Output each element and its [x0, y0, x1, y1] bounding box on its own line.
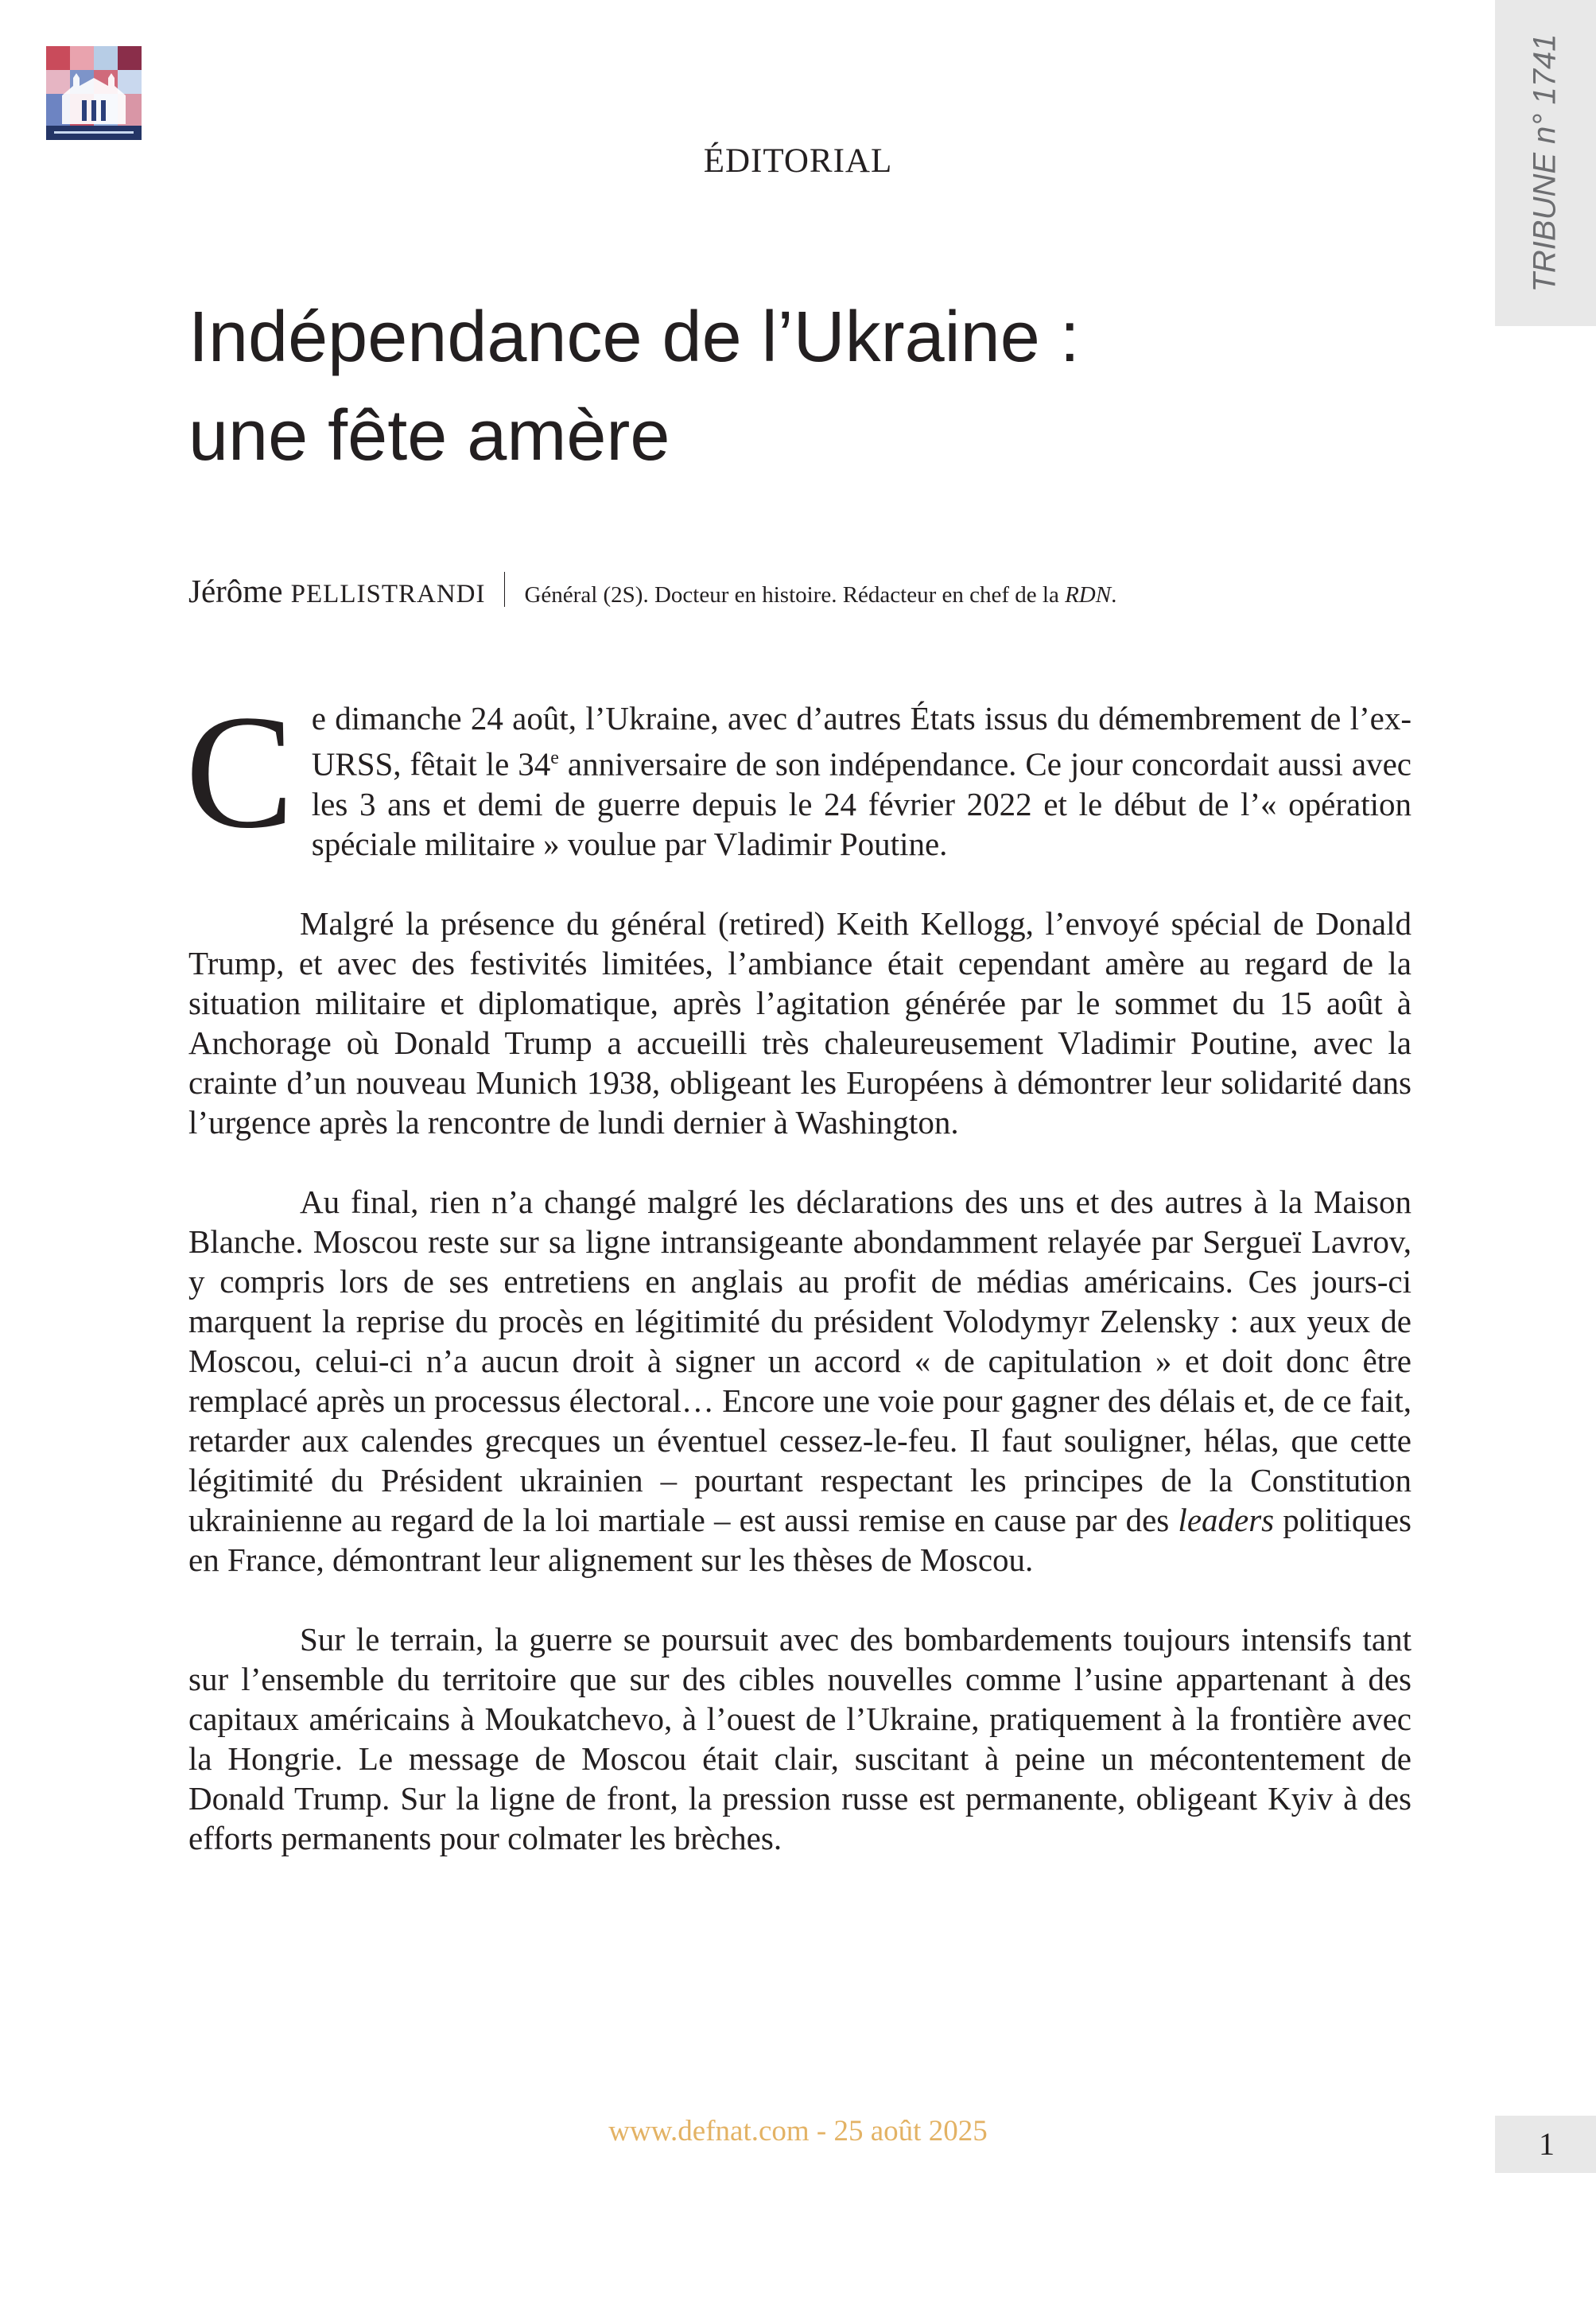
paragraph-4: Sur le terrain, la guerre se poursuit avec des bombardements toujours intensifs tant sur l’ensemble du territoire que sur des cibles nouvelles comme l’usine appartenant à des capitaux américains à Moukatchevo, à l’ouest de l’Ukraine, pratiquement à la frontière avec la Hongrie. Le message de Moscou était clair, suscitant à peine un mécontentement de Donald Trump. Sur la ligne de front, la pression russe est permanente, obligeant Kyiv à des efforts permanents pour colmater les brèches. — [188, 1620, 1412, 1856]
footer-url-date[interactable]: www.defnat.com - 25 août 2025 — [608, 2115, 988, 2147]
section-label: ÉDITORIAL — [703, 142, 893, 180]
paragraph-2: Malgré la présence du général (retired) Keith Kellogg, l’envoyé spécial de Donald Trump, et avec des festivités limitées, l’ambiance était cependant amère au regard de la situation militaire et diplomatique, après l’agitation générée par le sommet du 15 août à Anchorage où Donald Trump a accueilli très chaleureusement Vladimir Poutine, avec la crainte d’un nouveau Munich 1938, obligeant les Européens à démontrer leur solidarité dans l’urgence après la rencontre de lundi dernier à Washington. — [188, 904, 1412, 1141]
drop-cap: C — [185, 682, 294, 862]
page-number: 1 — [1539, 2126, 1555, 2162]
author-line — [188, 567, 1116, 610]
author-bio — [524, 582, 1116, 608]
author-name — [188, 572, 485, 610]
author-bio-emph: RDN — [1065, 582, 1112, 608]
tribune-number-label: TRIBUNE n° 1741 — [1527, 33, 1563, 293]
paragraph-3 — [188, 1182, 1412, 1580]
paragraph-1 — [185, 682, 1412, 864]
paragraph-3-emph: leaders — [1178, 1501, 1275, 1538]
author-first-name: Jérôme — [188, 573, 283, 609]
author-separator — [504, 572, 505, 607]
title-line-2: une fête amère — [188, 396, 670, 476]
ordinal-superscript: e — [550, 748, 559, 768]
paragraph-3-text-b: politiques en France, démontrant leur alignement sur les thèses de Moscou. — [188, 1501, 1412, 1578]
paragraph-3-text-a: Au final, rien n’a changé malgré les déclarations des uns et des autres à la Maison Blanche. Moscou reste sur sa ligne intransigeante abondamment relayée par Sergueï Lavrov, y compris lors de ses entretiens en anglais au profit de médias américains. Ces jours-ci marquent la reprise du procès en légitimité du président Volodymyr Zelensky : aux yeux de Moscou, celui-ci n’a aucun droit à signer un accord « de capitulation » et doit donc être remplacé après un processus électoral… Encore une voie pour gagner des délais et, de ce fait, retarder aux calendes grecques un éventuel cessez-le-feu. Il faut souligner, hélas, que cette légitimité du Président ukrainien – pourtant respectant les principes de la Constitution ukrainienne au regard de la loi martiale – est aussi remise en cause par des — [188, 1183, 1412, 1538]
author-bio-suffix: . — [1111, 582, 1117, 608]
author-bio-prefix: Général (2S). Docteur en histoire. Rédacteur en chef de la — [524, 582, 1066, 608]
defnat-logo — [46, 46, 142, 140]
article-body — [185, 682, 1412, 1898]
title-line-1: Indépendance de l’Ukraine : — [188, 297, 1080, 377]
page-title — [188, 288, 1381, 485]
paragraph-1-text-a: e dimanche 24 août, l’Ukraine, avec d’autres États issus du démembrement de l’ex-URSS, fêtait le 34 — [311, 700, 1412, 783]
author-last-name: PELLISTRANDI — [290, 580, 486, 608]
defnat-building-logo-icon — [46, 46, 142, 140]
paragraph-1-text-b: anniversaire de son indépendance. Ce jour concordait aussi avec les 3 ans et demi de guerre depuis le 24 février 2022 et le début de l’« opération spéciale militaire » voulue par Vladimir Poutine. — [311, 745, 1412, 862]
